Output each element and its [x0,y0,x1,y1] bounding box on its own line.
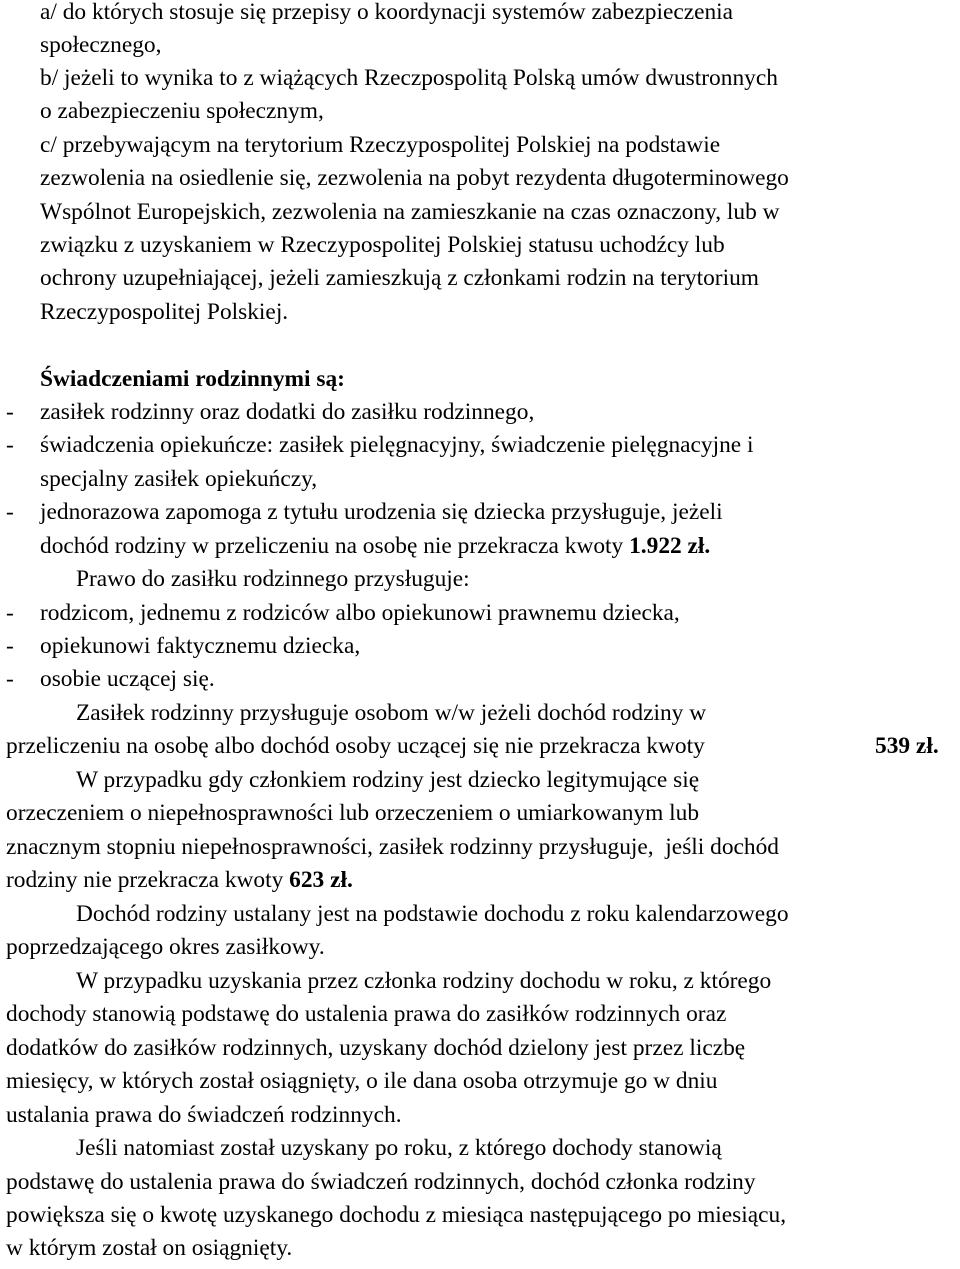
intro-line: Wspólnot Europejskich, zezwolenia na zamieszkanie na czas oznaczony, lub w [40,199,780,225]
intro-line: społecznego, [40,32,162,58]
intro-line: ochrony uzupełniającej, jeżeli zamieszkują z członkami rodzin na terytorium [40,265,759,291]
income-basis-line2: poprzedzającego okres zasiłkowy. [6,934,325,960]
threshold-amount: 539 zł. [875,733,939,759]
obtained-after-line: Jeśli natomiast został uzyskany po roku, z którego dochody stanowią [76,1135,722,1161]
list-dash: - [6,399,14,425]
threshold-line1: Zasiłek rodzinny przysługuje osobom w/w jeżeli dochód rodziny w [76,700,707,726]
income-basis-line1: Dochód rodziny ustalany jest na podstawie dochodu z roku kalendarzowego [76,901,789,927]
obtained-after-line: podstawę do ustalenia prawa do świadczeń rodzinnych, dochód członka rodziny [6,1169,756,1195]
obtained-in-year-line: W przypadku uzyskania przez członka rodziny dochodu w roku, z którego [76,968,772,994]
benefit-item-birth-line1: jednorazowa zapomoga z tytułu urodzenia się dziecka przysługuje, jeżeli [40,499,723,525]
entitlement-intro: Prawo do zasiłku rodzinnego przysługuje: [76,566,470,592]
obtained-in-year-line: ustalania prawa do świadczeń rodzinnych. [6,1102,402,1128]
obtained-after-line: w którym został on osiągnięty. [6,1235,293,1261]
disability-line2: orzeczeniem o niepełnosprawności lub orzeczeniem o umiarkowanym lub [6,800,700,826]
benefit-item-family-allowance: zasiłek rodzinny oraz dodatki do zasiłku rodzinnego, [40,399,535,425]
disability-line4-text: rodziny nie przekracza kwoty [6,867,290,893]
obtained-after-line: powiększa się o kwotę uzyskanego dochodu z miesiąca następującego po miesiącu, [6,1202,787,1228]
entitlement-item-guardian: opiekunowi faktycznemu dziecka, [40,633,361,659]
entitlement-item-student: osobie uczącej się. [40,666,215,692]
intro-line: a/ do których stosuje się przepisy o koordynacji systemów zabezpieczenia [40,0,734,25]
disability-amount: 623 zł. [289,867,353,893]
benefit-item-care-line1: świadczenia opiekuńcze: zasiłek pielęgnacyjny, świadczenie pielęgnacyjne i [40,432,754,458]
benefits-heading: Świadczeniami rodzinnymi są: [40,366,345,392]
list-dash: - [6,666,14,692]
threshold-line2: przeliczeniu na osobę albo dochód osoby uczącej się nie przekracza kwoty [6,733,705,759]
list-dash: - [6,499,14,525]
obtained-in-year-line: dodatków do zasiłków rodzinnych, uzyskany dochód dzielony jest przez liczbę [6,1035,746,1061]
list-dash: - [6,432,14,458]
obtained-in-year-line: miesięcy, w których został osiągnięty, o ile dana osoba otrzymuje go w dniu [6,1068,718,1094]
intro-line: o zabezpieczeniu społecznym, [40,98,324,124]
intro-line: związku z uzyskaniem w Rzeczypospolitej Polskiej statusu uchodźcy lub [40,232,725,258]
entitlement-item-parents: rodzicom, jednemu z rodziców albo opiekunowi prawnemu dziecka, [40,600,680,626]
intro-line: c/ przebywającym na terytorium Rzeczypospolitej Polskiej na podstawie [40,132,721,158]
obtained-in-year-line: dochody stanowią podstawę do ustalenia prawa do zasiłków rodzinnych oraz [6,1001,727,1027]
benefit-item-care-line2: specjalny zasiłek opiekuńczy, [40,466,318,492]
intro-line: Rzeczypospolitej Polskiej. [40,299,289,325]
list-dash: - [6,600,14,626]
benefit-item-birth-text: dochód rodziny w przeliczeniu na osobę nie przekracza kwoty [40,533,630,559]
intro-line: zezwolenia na osiedlenie się, zezwolenia na pobyt rezydenta długoterminowego [40,165,789,191]
birth-amount: 1.922 zł. [629,533,711,559]
disability-line4 [6,864,353,897]
intro-line: b/ jeżeli to wynika to z wiążących Rzeczpospolitą Polską umów dwustronnych [40,65,778,91]
benefit-item-birth-line2 [40,530,710,563]
list-dash: - [6,633,14,659]
disability-line3: znacznym stopniu niepełnosprawności, zasiłek rodzinny przysługuje, jeśli dochód [6,834,779,860]
disability-line1: W przypadku gdy członkiem rodziny jest dziecko legitymujące się [76,767,700,793]
